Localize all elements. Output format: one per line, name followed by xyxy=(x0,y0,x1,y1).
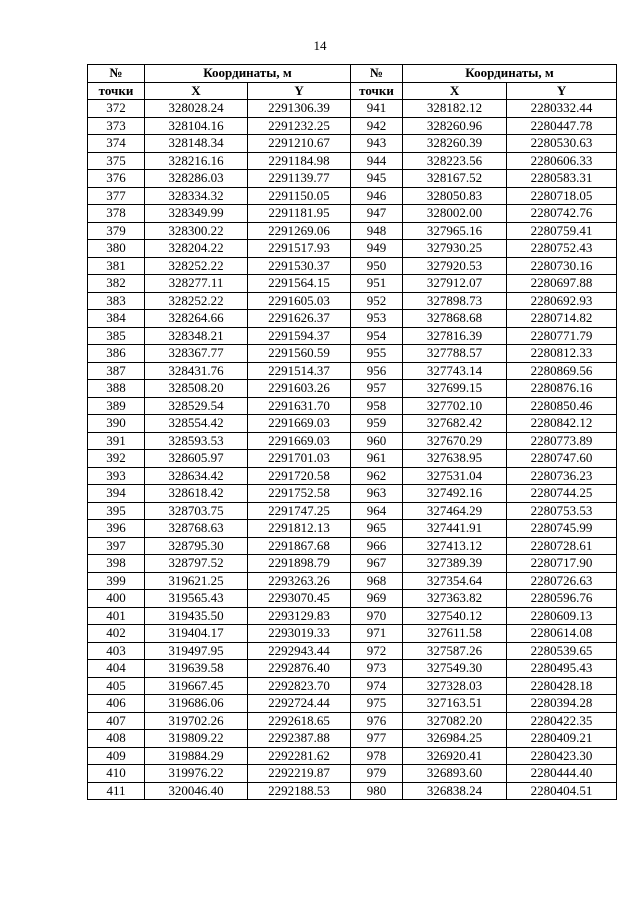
x-coordinate-right: 326893.60 xyxy=(403,765,507,783)
x-coordinate-right: 328002.00 xyxy=(403,205,507,223)
y-coordinate-right: 2280332.44 xyxy=(507,100,617,118)
point-number-right: 957 xyxy=(351,380,403,398)
point-number-right: 963 xyxy=(351,485,403,503)
x-coordinate-left: 319435.50 xyxy=(145,607,248,625)
x-coordinate-left: 328508.20 xyxy=(145,380,248,398)
table-row xyxy=(88,450,617,468)
y-coordinate-right: 2280773.89 xyxy=(507,432,617,450)
y-coordinate-right: 2280730.16 xyxy=(507,257,617,275)
point-number-left: 410 xyxy=(88,765,145,783)
table-row xyxy=(88,345,617,363)
y-coordinate-right: 2280744.25 xyxy=(507,485,617,503)
y-coordinate-left: 2291701.03 xyxy=(248,450,351,468)
x-coordinate-right: 327363.82 xyxy=(403,590,507,608)
table-row xyxy=(88,187,617,205)
x-coordinate-right: 327868.68 xyxy=(403,310,507,328)
table-body xyxy=(88,100,617,800)
y-coordinate-left: 2291752.58 xyxy=(248,485,351,503)
x-coordinate-left: 328703.75 xyxy=(145,502,248,520)
x-coordinate-right: 327670.29 xyxy=(403,432,507,450)
y-coordinate-right: 2280409.21 xyxy=(507,730,617,748)
table-row xyxy=(88,222,617,240)
y-coordinate-left: 2291150.05 xyxy=(248,187,351,205)
point-number-left: 399 xyxy=(88,572,145,590)
x-coordinate-left: 328252.22 xyxy=(145,257,248,275)
x-coordinate-right: 327163.51 xyxy=(403,695,507,713)
y-coordinate-left: 2292876.40 xyxy=(248,660,351,678)
table-row xyxy=(88,782,617,800)
x-coordinate-right: 328260.96 xyxy=(403,117,507,135)
x-coordinate-right: 327638.95 xyxy=(403,450,507,468)
point-number-right: 978 xyxy=(351,747,403,765)
point-number-right: 970 xyxy=(351,607,403,625)
point-number-left: 376 xyxy=(88,170,145,188)
x-coordinate-left: 328216.16 xyxy=(145,152,248,170)
x-coordinate-left: 319884.29 xyxy=(145,747,248,765)
point-number-right: 974 xyxy=(351,677,403,695)
x-coordinate-left: 328529.54 xyxy=(145,397,248,415)
y-coordinate-left: 2291139.77 xyxy=(248,170,351,188)
point-number-left: 400 xyxy=(88,590,145,608)
x-coordinate-left: 319667.45 xyxy=(145,677,248,695)
y-coordinate-left: 2291669.03 xyxy=(248,432,351,450)
y-coordinate-left: 2292387.88 xyxy=(248,730,351,748)
x-coordinate-right: 327920.53 xyxy=(403,257,507,275)
table-row xyxy=(88,660,617,678)
table-row xyxy=(88,502,617,520)
x-coordinate-left: 328264.66 xyxy=(145,310,248,328)
point-number-left: 390 xyxy=(88,415,145,433)
table-row xyxy=(88,397,617,415)
coords-header-right: Координаты, м xyxy=(403,65,617,83)
y-coordinate-right: 2280530.63 xyxy=(507,135,617,153)
y-coordinate-left: 2292219.87 xyxy=(248,765,351,783)
x-coordinate-right: 327611.58 xyxy=(403,625,507,643)
table-row xyxy=(88,485,617,503)
point-number-left: 397 xyxy=(88,537,145,555)
table-row xyxy=(88,625,617,643)
point-number-left: 374 xyxy=(88,135,145,153)
y-coordinate-right: 2280606.33 xyxy=(507,152,617,170)
y-coordinate-right: 2280697.88 xyxy=(507,275,617,293)
y-header-left: Y xyxy=(248,82,351,100)
y-coordinate-left: 2291812.13 xyxy=(248,520,351,538)
point-number-left: 372 xyxy=(88,100,145,118)
point-number-left: 393 xyxy=(88,467,145,485)
y-coordinate-right: 2280422.35 xyxy=(507,712,617,730)
table-row xyxy=(88,432,617,450)
y-coordinate-right: 2280714.82 xyxy=(507,310,617,328)
x-coordinate-left: 328634.42 xyxy=(145,467,248,485)
point-number-left: 392 xyxy=(88,450,145,468)
x-coordinate-right: 326838.24 xyxy=(403,782,507,800)
x-coordinate-left: 328348.21 xyxy=(145,327,248,345)
y-coordinate-right: 2280876.16 xyxy=(507,380,617,398)
x-coordinate-left: 328286.03 xyxy=(145,170,248,188)
point-number-left: 379 xyxy=(88,222,145,240)
x-coordinate-left: 328605.97 xyxy=(145,450,248,468)
x-coordinate-left: 328334.32 xyxy=(145,187,248,205)
point-number-left: 403 xyxy=(88,642,145,660)
point-number-header-left: № xyxy=(88,65,145,83)
y-coordinate-right: 2280539.65 xyxy=(507,642,617,660)
table-row xyxy=(88,695,617,713)
table-row xyxy=(88,520,617,538)
x-coordinate-left: 319497.95 xyxy=(145,642,248,660)
x-coordinate-left: 320046.40 xyxy=(145,782,248,800)
point-number-left: 407 xyxy=(88,712,145,730)
y-coordinate-left: 2291517.93 xyxy=(248,240,351,258)
point-number-left: 405 xyxy=(88,677,145,695)
x-coordinate-right: 327898.73 xyxy=(403,292,507,310)
x-coordinate-left: 328795.30 xyxy=(145,537,248,555)
point-number-right: 955 xyxy=(351,345,403,363)
x-coordinate-right: 327531.04 xyxy=(403,467,507,485)
x-coordinate-left: 328028.24 xyxy=(145,100,248,118)
table-row xyxy=(88,135,617,153)
point-number-left: 389 xyxy=(88,397,145,415)
x-coordinate-right: 327540.12 xyxy=(403,607,507,625)
y-coordinate-right: 2280850.46 xyxy=(507,397,617,415)
y-coordinate-left: 2292724.44 xyxy=(248,695,351,713)
y-coordinate-left: 2291747.25 xyxy=(248,502,351,520)
table-header xyxy=(88,65,617,100)
y-coordinate-right: 2280842.12 xyxy=(507,415,617,433)
y-coordinate-left: 2291631.70 xyxy=(248,397,351,415)
y-coordinate-left: 2291232.25 xyxy=(248,117,351,135)
point-number-right: 946 xyxy=(351,187,403,205)
x-coordinate-right: 327464.29 xyxy=(403,502,507,520)
point-number-left: 384 xyxy=(88,310,145,328)
point-number-right: 959 xyxy=(351,415,403,433)
x-coordinate-left: 319621.25 xyxy=(145,572,248,590)
y-coordinate-left: 2292823.70 xyxy=(248,677,351,695)
point-number-right: 965 xyxy=(351,520,403,538)
x-coordinate-right: 328182.12 xyxy=(403,100,507,118)
table-row xyxy=(88,275,617,293)
point-number-header-right: № xyxy=(351,65,403,83)
point-number-left: 385 xyxy=(88,327,145,345)
y-coordinate-left: 2291184.98 xyxy=(248,152,351,170)
y-coordinate-left: 2291269.06 xyxy=(248,222,351,240)
y-coordinate-left: 2291181.95 xyxy=(248,205,351,223)
y-coordinate-left: 2291720.58 xyxy=(248,467,351,485)
point-number-right: 969 xyxy=(351,590,403,608)
point-number-right: 956 xyxy=(351,362,403,380)
point-number-right: 942 xyxy=(351,117,403,135)
point-number-left: 373 xyxy=(88,117,145,135)
table-row xyxy=(88,117,617,135)
x-coordinate-left: 328252.22 xyxy=(145,292,248,310)
table-row xyxy=(88,240,617,258)
x-coordinate-right: 327788.57 xyxy=(403,345,507,363)
y-coordinate-left: 2292188.53 xyxy=(248,782,351,800)
x-coordinate-right: 327492.16 xyxy=(403,485,507,503)
x-coordinate-left: 319565.43 xyxy=(145,590,248,608)
point-number-right: 977 xyxy=(351,730,403,748)
x-coordinate-right: 327549.30 xyxy=(403,660,507,678)
y-coordinate-right: 2280447.78 xyxy=(507,117,617,135)
y-coordinate-right: 2280596.76 xyxy=(507,590,617,608)
y-header-right: Y xyxy=(507,82,617,100)
x-coordinate-left: 319809.22 xyxy=(145,730,248,748)
point-number-left: 402 xyxy=(88,625,145,643)
point-number-right: 973 xyxy=(351,660,403,678)
point-number-right: 976 xyxy=(351,712,403,730)
y-coordinate-right: 2280745.99 xyxy=(507,520,617,538)
point-number-left: 386 xyxy=(88,345,145,363)
y-coordinate-right: 2280747.60 xyxy=(507,450,617,468)
y-coordinate-left: 2292618.65 xyxy=(248,712,351,730)
point-number-right: 971 xyxy=(351,625,403,643)
point-number-right: 952 xyxy=(351,292,403,310)
y-coordinate-right: 2280495.43 xyxy=(507,660,617,678)
table-row xyxy=(88,100,617,118)
point-number-left: 401 xyxy=(88,607,145,625)
point-number-right: 962 xyxy=(351,467,403,485)
point-number-right: 943 xyxy=(351,135,403,153)
x-coordinate-left: 328148.34 xyxy=(145,135,248,153)
point-number-left: 398 xyxy=(88,555,145,573)
x-coordinate-left: 328768.63 xyxy=(145,520,248,538)
point-number-right: 968 xyxy=(351,572,403,590)
coordinates-table xyxy=(87,64,617,800)
y-coordinate-left: 2291605.03 xyxy=(248,292,351,310)
point-number-right: 941 xyxy=(351,100,403,118)
x-coordinate-left: 328797.52 xyxy=(145,555,248,573)
point-number-left: 380 xyxy=(88,240,145,258)
point-number-left: 404 xyxy=(88,660,145,678)
point-number-right: 980 xyxy=(351,782,403,800)
x-coordinate-left: 319702.26 xyxy=(145,712,248,730)
point-number-left: 409 xyxy=(88,747,145,765)
x-coordinate-right: 328223.56 xyxy=(403,152,507,170)
table-row xyxy=(88,572,617,590)
table-row xyxy=(88,467,617,485)
page-number: 14 xyxy=(313,38,327,53)
x-coordinate-left: 328277.11 xyxy=(145,275,248,293)
y-coordinate-left: 2291867.68 xyxy=(248,537,351,555)
y-coordinate-left: 2291669.03 xyxy=(248,415,351,433)
y-coordinate-right: 2280444.40 xyxy=(507,765,617,783)
table-row xyxy=(88,730,617,748)
y-coordinate-right: 2280728.61 xyxy=(507,537,617,555)
table-row xyxy=(88,327,617,345)
x-coordinate-right: 327413.12 xyxy=(403,537,507,555)
point-number-left: 378 xyxy=(88,205,145,223)
x-coordinate-left: 328618.42 xyxy=(145,485,248,503)
y-coordinate-right: 2280404.51 xyxy=(507,782,617,800)
x-coordinate-right: 327816.39 xyxy=(403,327,507,345)
coords-header-left: Координаты, м xyxy=(145,65,351,83)
y-coordinate-left: 2293019.33 xyxy=(248,625,351,643)
point-number-right: 979 xyxy=(351,765,403,783)
point-number-right: 961 xyxy=(351,450,403,468)
y-coordinate-left: 2291898.79 xyxy=(248,555,351,573)
x-header-left: X xyxy=(145,82,248,100)
x-coordinate-right: 326984.25 xyxy=(403,730,507,748)
point-number-left: 406 xyxy=(88,695,145,713)
point-number-right: 944 xyxy=(351,152,403,170)
y-coordinate-left: 2293070.45 xyxy=(248,590,351,608)
point-number-left: 377 xyxy=(88,187,145,205)
point-number-right: 960 xyxy=(351,432,403,450)
table-row xyxy=(88,362,617,380)
x-coordinate-left: 319686.06 xyxy=(145,695,248,713)
x-coordinate-right: 328260.39 xyxy=(403,135,507,153)
y-coordinate-right: 2280752.43 xyxy=(507,240,617,258)
point-number-right: 953 xyxy=(351,310,403,328)
point-number-left: 411 xyxy=(88,782,145,800)
y-coordinate-left: 2291210.67 xyxy=(248,135,351,153)
x-coordinate-right: 327699.15 xyxy=(403,380,507,398)
x-coordinate-right: 327743.14 xyxy=(403,362,507,380)
y-coordinate-left: 2291594.37 xyxy=(248,327,351,345)
x-coordinate-left: 328349.99 xyxy=(145,205,248,223)
x-coordinate-left: 328367.77 xyxy=(145,345,248,363)
y-coordinate-left: 2292281.62 xyxy=(248,747,351,765)
x-coordinate-right: 327965.16 xyxy=(403,222,507,240)
point-number-right: 954 xyxy=(351,327,403,345)
y-coordinate-right: 2280428.18 xyxy=(507,677,617,695)
point-number-left: 382 xyxy=(88,275,145,293)
point-number-right: 966 xyxy=(351,537,403,555)
point-label-left: точки xyxy=(88,82,145,100)
table-row xyxy=(88,642,617,660)
y-coordinate-right: 2280717.90 xyxy=(507,555,617,573)
table-row xyxy=(88,292,617,310)
point-number-right: 958 xyxy=(351,397,403,415)
table-row xyxy=(88,590,617,608)
table-row xyxy=(88,607,617,625)
table-row xyxy=(88,555,617,573)
x-coordinate-left: 328104.16 xyxy=(145,117,248,135)
y-coordinate-right: 2280718.05 xyxy=(507,187,617,205)
point-number-right: 967 xyxy=(351,555,403,573)
table-row xyxy=(88,380,617,398)
table-row xyxy=(88,677,617,695)
y-coordinate-left: 2291626.37 xyxy=(248,310,351,328)
x-coordinate-right: 327441.91 xyxy=(403,520,507,538)
y-coordinate-right: 2280771.79 xyxy=(507,327,617,345)
y-coordinate-left: 2293263.26 xyxy=(248,572,351,590)
y-coordinate-left: 2291603.26 xyxy=(248,380,351,398)
y-coordinate-left: 2291306.39 xyxy=(248,100,351,118)
y-coordinate-left: 2291514.37 xyxy=(248,362,351,380)
y-coordinate-right: 2280736.23 xyxy=(507,467,617,485)
y-coordinate-left: 2292943.44 xyxy=(248,642,351,660)
point-number-right: 947 xyxy=(351,205,403,223)
x-coordinate-left: 319639.58 xyxy=(145,660,248,678)
x-coordinate-left: 328300.22 xyxy=(145,222,248,240)
point-number-left: 391 xyxy=(88,432,145,450)
y-coordinate-right: 2280614.08 xyxy=(507,625,617,643)
point-number-left: 383 xyxy=(88,292,145,310)
x-coordinate-right: 327682.42 xyxy=(403,415,507,433)
point-number-left: 381 xyxy=(88,257,145,275)
x-coordinate-left: 328554.42 xyxy=(145,415,248,433)
point-number-right: 948 xyxy=(351,222,403,240)
x-header-right: X xyxy=(403,82,507,100)
table-row xyxy=(88,537,617,555)
y-coordinate-right: 2280742.76 xyxy=(507,205,617,223)
y-coordinate-right: 2280692.93 xyxy=(507,292,617,310)
y-coordinate-left: 2293129.83 xyxy=(248,607,351,625)
point-number-left: 388 xyxy=(88,380,145,398)
point-number-right: 949 xyxy=(351,240,403,258)
y-coordinate-right: 2280759.41 xyxy=(507,222,617,240)
y-coordinate-left: 2291530.37 xyxy=(248,257,351,275)
x-coordinate-right: 326920.41 xyxy=(403,747,507,765)
point-number-left: 375 xyxy=(88,152,145,170)
point-number-right: 945 xyxy=(351,170,403,188)
table-row xyxy=(88,712,617,730)
point-number-right: 964 xyxy=(351,502,403,520)
x-coordinate-right: 327328.03 xyxy=(403,677,507,695)
x-coordinate-left: 319404.17 xyxy=(145,625,248,643)
table-row xyxy=(88,170,617,188)
y-coordinate-right: 2280726.63 xyxy=(507,572,617,590)
y-coordinate-right: 2280753.53 xyxy=(507,502,617,520)
x-coordinate-right: 327930.25 xyxy=(403,240,507,258)
x-coordinate-right: 327587.26 xyxy=(403,642,507,660)
x-coordinate-left: 328593.53 xyxy=(145,432,248,450)
x-coordinate-right: 327912.07 xyxy=(403,275,507,293)
table-row xyxy=(88,257,617,275)
point-number-left: 408 xyxy=(88,730,145,748)
x-coordinate-right: 328167.52 xyxy=(403,170,507,188)
table-row xyxy=(88,205,617,223)
y-coordinate-right: 2280423.30 xyxy=(507,747,617,765)
table-row xyxy=(88,152,617,170)
point-label-right: точки xyxy=(351,82,403,100)
point-number-right: 951 xyxy=(351,275,403,293)
point-number-right: 972 xyxy=(351,642,403,660)
x-coordinate-right: 327082.20 xyxy=(403,712,507,730)
table-row xyxy=(88,765,617,783)
x-coordinate-right: 327354.64 xyxy=(403,572,507,590)
x-coordinate-right: 327702.10 xyxy=(403,397,507,415)
y-coordinate-right: 2280869.56 xyxy=(507,362,617,380)
y-coordinate-left: 2291564.15 xyxy=(248,275,351,293)
point-number-left: 396 xyxy=(88,520,145,538)
point-number-right: 950 xyxy=(351,257,403,275)
point-number-left: 394 xyxy=(88,485,145,503)
point-number-left: 387 xyxy=(88,362,145,380)
y-coordinate-right: 2280609.13 xyxy=(507,607,617,625)
table-row xyxy=(88,415,617,433)
x-coordinate-left: 328204.22 xyxy=(145,240,248,258)
y-coordinate-right: 2280394.28 xyxy=(507,695,617,713)
y-coordinate-right: 2280812.33 xyxy=(507,345,617,363)
y-coordinate-right: 2280583.31 xyxy=(507,170,617,188)
y-coordinate-left: 2291560.59 xyxy=(248,345,351,363)
x-coordinate-left: 328431.76 xyxy=(145,362,248,380)
point-number-right: 975 xyxy=(351,695,403,713)
table-row xyxy=(88,747,617,765)
table-row xyxy=(88,310,617,328)
x-coordinate-right: 327389.39 xyxy=(403,555,507,573)
point-number-left: 395 xyxy=(88,502,145,520)
x-coordinate-left: 319976.22 xyxy=(145,765,248,783)
x-coordinate-right: 328050.83 xyxy=(403,187,507,205)
